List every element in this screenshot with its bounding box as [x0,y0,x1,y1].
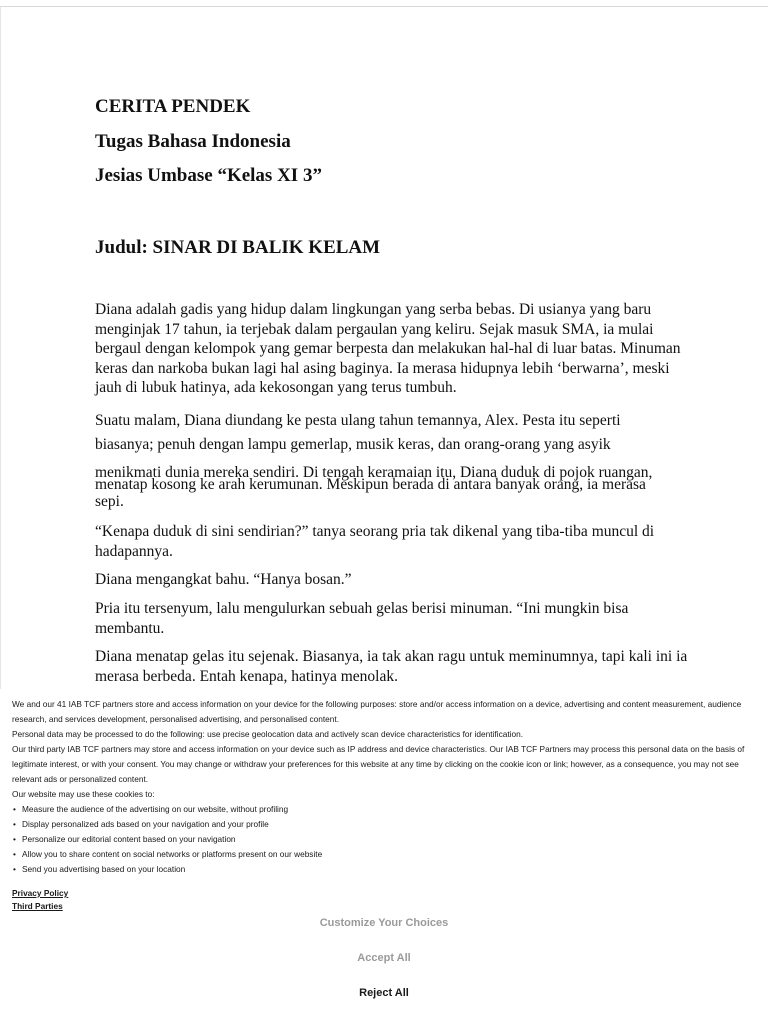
story-paragraph: biasanya; penuh dengan lampu gemerlap, musik keras, dan orang-orang yang asyik [95,436,611,453]
consent-third-party-text: Our third party IAB TCF partners may store and access information on your device such as IP address and device characteristics. Our IAB TCF Partners may process this personal data on the basis of legitimate interest, or with your consent. You may change or withdraw your preferences for this website at any time by clicking on the cookie icon or link; however, as a consequence, you may not see relevant ads or personalized content. [12,744,745,784]
story-paragraph: menikmati dunia mereka sendiri. Di tengah keramaian itu, Diana duduk di pojok ruangan, [95,464,653,481]
story-paragraph: Diana menatap gelas itu sejenak. Biasanya, ia tak akan ragu untuk meminumnya, tapi kali ini ia merasa berbeda. Entah kenapa, hatinya menolak. [95,648,688,685]
list-item: • Send you advertising based on your location [22,862,756,877]
document-subheading: Tugas Bahasa Indonesia [95,131,291,152]
consent-cookies-intro: Our website may use these cookies to: [12,789,155,799]
story-paragraph: Pria itu tersenyum, lalu mengulurkan sebuah gelas berisi minuman. “Ini mungkin bisa membantu. [95,600,629,637]
list-item: • Measure the audience of the advertising on our website, without profiling [22,802,756,817]
privacy-policy-link[interactable]: Privacy Policy [12,888,69,898]
story-paragraph: Suatu malam, Diana diundang ke pesta ulang tahun temannya, Alex. Pesta itu seperti [95,412,621,429]
story-paragraph: menatap kosong ke arah kerumunan. Meskipun berada di antara banyak orang, ia merasa [95,476,646,493]
list-item: • Display personalized ads based on your navigation and your profile [22,817,756,832]
accept-all-button[interactable]: Accept All [0,952,768,964]
list-item: • Personalize our editorial content based on your navigation [22,832,756,847]
author-line: Jesias Umbase “Kelas XI 3” [95,165,322,186]
document-heading: CERITA PENDEK [95,96,251,117]
story-paragraph: Diana mengangkat bahu. “Hanya bosan.” [95,571,352,588]
list-item: • Allow you to share content on social networks or platforms present on our website [22,847,756,862]
customize-choices-button[interactable]: Customize Your Choices [0,917,768,929]
consent-links [12,887,756,913]
cookie-uses-list [12,802,756,877]
story-title: Judul: SINAR DI BALIK KELAM [95,237,381,258]
consent-intro-text: We and our 41 IAB TCF partners store and access information on your device for the following purposes: store and/or access information on a device, advertising and content measurement, audience research, and services development, personalised advertising, and personalised content. [12,699,742,724]
story-paragraph: Diana adalah gadis yang hidup dalam lingkungan yang serba bebas. Di usianya yang baru menginjak 17 tahun, ia terjebak dalam pergaulan yang keliru. Sejak masuk SMA, ia mulai bergaul dengan kelompok yang gemar berpesta dan melakukan hal-hal di luar batas. Minuman keras dan narkoba bukan lagi hal asing baginya. Ia merasa hidupnya lebih ‘berwarna’, meski jauh di lubuk hatinya, ada kekosongan yang terus tumbuh. [95,301,681,396]
story-paragraph: “Kenapa duduk di sini sendirian?” tanya seorang pria tak dikenal yang tiba-tiba muncul di hadapannya. [95,523,655,560]
story-paragraph: sepi. [95,493,124,510]
cookie-consent-banner [0,689,768,1024]
third-parties-link[interactable]: Third Parties [12,901,63,911]
reject-all-button[interactable]: Reject All [0,987,768,999]
consent-personal-data-text: Personal data may be processed to do the following: use precise geolocation data and actively scan device characteristics for identification. [12,729,524,739]
